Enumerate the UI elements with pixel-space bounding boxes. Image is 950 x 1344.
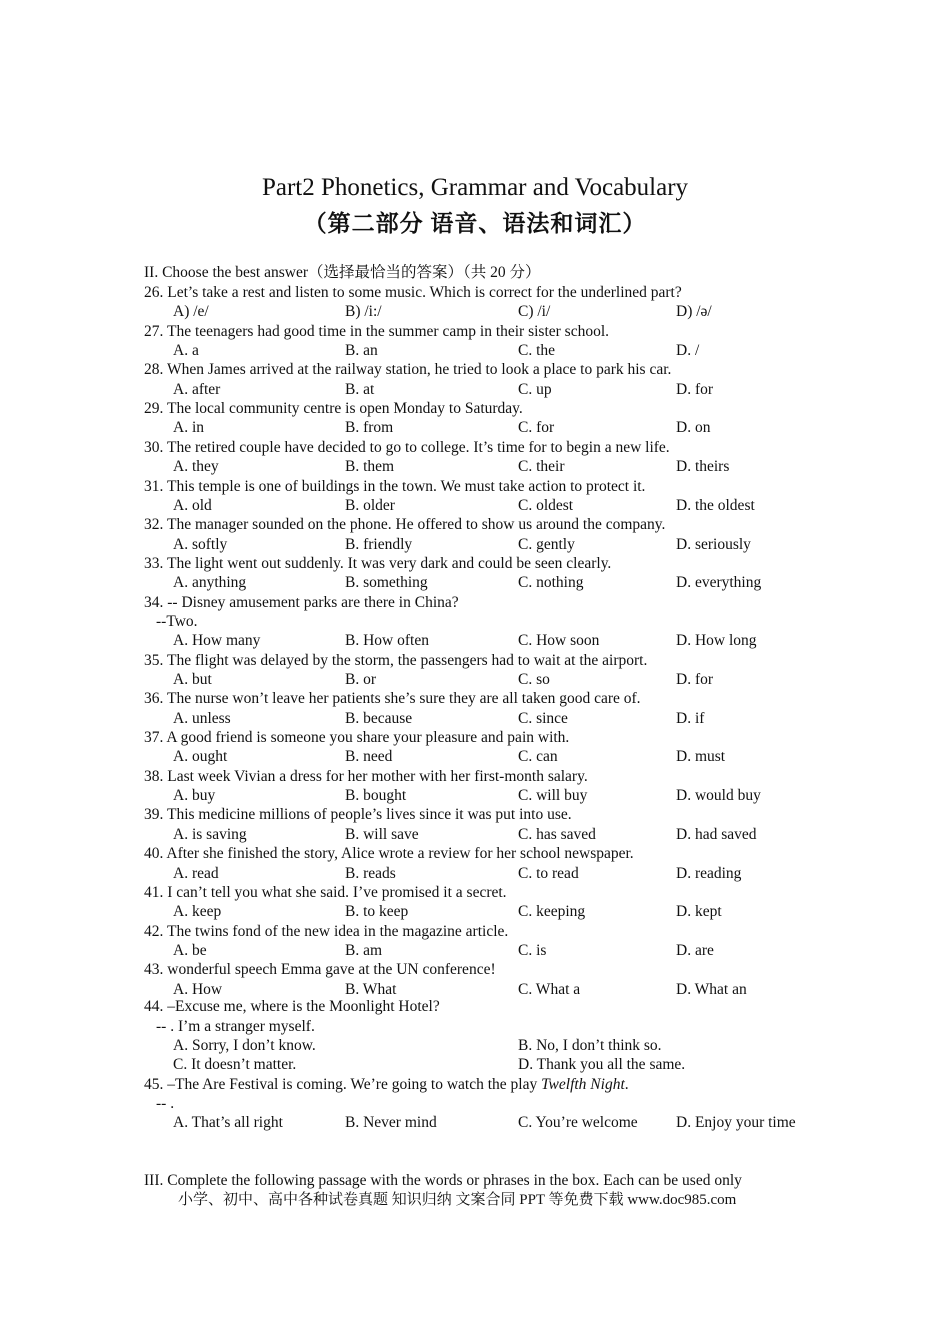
question-27-stem: 27. The teenagers had good time in the summer camp in their sister school. [144,323,610,340]
question-42-option-c[interactable]: C. is [518,942,547,959]
question-40-stem: 40. After she finished the story, Alice wrote a review for her school newspaper. [144,845,634,862]
page-footer: 小学、初中、高中各种试卷真题 知识归纳 文案合同 PPT 等免费下载 www.doc985.com [178,1192,737,1208]
question-34-option-b[interactable]: B. How often [345,632,429,649]
question-43-option-c[interactable]: C. What a [518,981,581,998]
question-37-option-b[interactable]: B. need [345,748,393,765]
question-35-stem: 35. The flight was delayed by the storm, the passengers had to wait at the airport. [144,652,648,669]
question-45-option-c[interactable]: C. You’re welcome [518,1114,638,1131]
section-2-heading: II. Choose the best answer（选择最恰当的答案）（共 20 分） [144,264,541,281]
question-30-option-d[interactable]: D. theirs [676,458,730,475]
question-45-option-d[interactable]: D. Enjoy your time [676,1114,796,1131]
question-39-option-a[interactable]: A. is saving [173,826,247,843]
question-26-stem: 26. Let’s take a rest and listen to some music. Which is correct for the underlined part? [144,284,682,301]
question-28-option-b[interactable]: B. at [345,381,375,398]
question-39-option-c[interactable]: C. has saved [518,826,596,843]
question-35-option-c[interactable]: C. so [518,671,550,688]
question-26-option-d[interactable]: D) /ə/ [676,303,712,320]
question-44-option-d[interactable]: D. Thank you all the same. [518,1056,686,1073]
question-33-option-c[interactable]: C. nothing [518,574,584,591]
question-29-option-d[interactable]: D. on [676,419,711,436]
question-39-option-b[interactable]: B. will save [345,826,419,843]
question-31-option-c[interactable]: C. oldest [518,497,574,514]
question-33-option-d[interactable]: D. everything [676,574,762,591]
question-45-stem [144,1075,629,1094]
question-37-option-c[interactable]: C. can [518,748,558,765]
question-40-option-d[interactable]: D. reading [676,865,742,882]
question-31-option-a[interactable]: A. old [173,497,212,514]
question-36-option-a[interactable]: A. unless [173,710,231,727]
question-43-option-b[interactable]: B. What [345,981,397,998]
question-28-option-d[interactable]: D. for [676,381,714,398]
question-28-option-a[interactable]: A. after [173,381,221,398]
question-35-option-a[interactable]: A. but [173,671,212,688]
question-29-option-b[interactable]: B. from [345,419,394,436]
question-37-option-d[interactable]: D. must [676,748,726,765]
question-34-stem: 34. -- Disney amusement parks are there in China? [144,594,459,611]
question-34-reply: --Two. [156,613,198,630]
question-43-option-a[interactable]: A. How [173,981,223,998]
question-33-option-a[interactable]: A. anything [173,574,247,591]
question-42-option-d[interactable]: D. are [676,942,714,959]
section-3-heading: III. Complete the following passage with the words or phrases in the box. Each can be used only [144,1172,742,1189]
question-34-option-c[interactable]: C. How soon [518,632,600,649]
question-45-stem-end: . [624,1076,629,1093]
question-44-option-b[interactable]: B. No, I don’t think so. [518,1037,662,1054]
question-39-stem: 39. This medicine millions of people’s lives since it was put into use. [144,806,572,823]
question-45-option-b[interactable]: B. Never mind [345,1114,437,1131]
question-26-option-b[interactable]: B) /i:/ [345,303,382,320]
question-28-option-c[interactable]: C. up [518,381,552,398]
question-45-stem-text: 45. –The Are Festival is coming. We’re going to watch the play [144,1076,542,1093]
question-30-option-b[interactable]: B. them [345,458,395,475]
question-38-option-c[interactable]: C. will buy [518,787,588,804]
question-30-option-a[interactable]: A. they [173,458,219,475]
question-26-option-a[interactable]: A) /e/ [173,303,209,320]
question-34-option-a[interactable]: A. How many [173,632,261,649]
question-38-stem: 38. Last week Vivian a dress for her mother with her first-month salary. [144,768,588,785]
question-30-option-c[interactable]: C. their [518,458,565,475]
question-27-option-c[interactable]: C. the [518,342,556,359]
question-43-option-d[interactable]: D. What an [676,981,747,998]
question-33-option-b[interactable]: B. something [345,574,428,591]
question-41-stem: 41. I can’t tell you what she said. I’ve promised it a secret. [144,884,507,901]
question-28-stem: 28. When James arrived at the railway station, he tried to look a place to park his car. [144,361,672,378]
question-39-option-d[interactable]: D. had saved [676,826,757,843]
question-42-option-a[interactable]: A. be [173,942,207,959]
question-40-option-a[interactable]: A. read [173,865,219,882]
question-31-option-d[interactable]: D. the oldest [676,497,755,514]
question-35-option-b[interactable]: B. or [345,671,376,688]
question-36-option-b[interactable]: B. because [345,710,413,727]
question-45-reply: -- . [156,1095,175,1112]
question-32-option-a[interactable]: A. softly [173,536,228,553]
question-32-option-d[interactable]: D. seriously [676,536,751,553]
question-41-option-a[interactable]: A. keep [173,903,222,920]
question-31-stem: 31. This temple is one of buildings in the town. We must take action to protect it. [144,478,646,495]
play-title: Twelfth Night [541,1076,625,1093]
question-41-option-c[interactable]: C. keeping [518,903,586,920]
question-35-option-d[interactable]: D. for [676,671,714,688]
question-42-option-b[interactable]: B. am [345,942,383,959]
page-subtitle: （第二部分 语音、语法和词汇） [303,211,647,236]
question-38-option-a[interactable]: A. buy [173,787,216,804]
question-32-option-b[interactable]: B. friendly [345,536,413,553]
question-29-option-c[interactable]: C. for [518,419,555,436]
question-36-option-d[interactable]: D. if [676,710,705,727]
question-41-option-b[interactable]: B. to keep [345,903,409,920]
question-44-option-c[interactable]: C. It doesn’t matter. [173,1056,297,1073]
question-32-option-c[interactable]: C. gently [518,536,575,553]
question-31-option-b[interactable]: B. older [345,497,395,514]
question-26-option-c[interactable]: C) /i/ [518,303,551,320]
question-29-stem: 29. The local community centre is open Monday to Saturday. [144,400,523,417]
question-30-stem: 30. The retired couple have decided to go to college. It’s time for to begin a new life. [144,439,670,456]
question-34-option-d[interactable]: D. How long [676,632,757,649]
question-27-option-a[interactable]: A. a [173,342,199,359]
question-44-stem: 44. –Excuse me, where is the Moonlight Hotel? [144,998,440,1015]
page-title: Part2 Phonetics, Grammar and Vocabulary [261,174,689,201]
question-40-option-b[interactable]: B. reads [345,865,396,882]
question-29-option-a[interactable]: A. in [173,419,204,436]
question-45-option-a[interactable]: A. That’s all right [173,1114,283,1131]
question-43-stem: 43. wonderful speech Emma gave at the UN conference! [144,961,496,978]
question-44-option-a[interactable]: A. Sorry, I don’t know. [173,1037,316,1054]
question-33-stem: 33. The light went out suddenly. It was very dark and could be seen clearly. [144,555,612,572]
question-37-option-a[interactable]: A. ought [173,748,228,765]
question-27-option-b[interactable]: B. an [345,342,378,359]
question-32-stem: 32. The manager sounded on the phone. He offered to show us around the company. [144,516,666,533]
question-40-option-c[interactable]: C. to read [518,865,579,882]
question-44-reply: -- . I’m a stranger myself. [156,1018,315,1035]
question-38-option-d[interactable]: D. would buy [676,787,761,804]
question-27-option-d[interactable]: D. / [676,342,700,359]
question-41-option-d[interactable]: D. kept [676,903,722,920]
question-37-stem: 37. A good friend is someone you share your pleasure and pain with. [144,729,570,746]
question-36-stem: 36. The nurse won’t leave her patients she’s sure they are all taken good care of. [144,690,641,707]
question-38-option-b[interactable]: B. bought [345,787,407,804]
question-36-option-c[interactable]: C. since [518,710,568,727]
question-42-stem: 42. The twins fond of the new idea in the magazine article. [144,923,509,940]
